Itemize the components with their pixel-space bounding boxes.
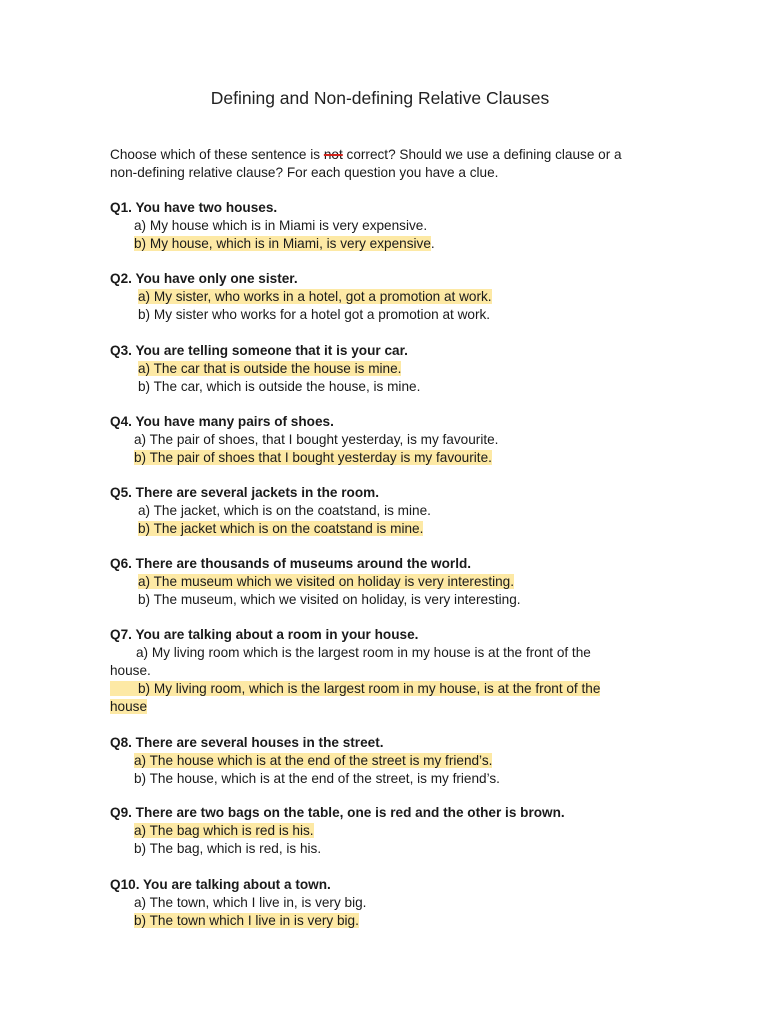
highlighted-answer: house (110, 699, 148, 714)
question-heading: Q3. You are telling someone that it is your car. (110, 343, 408, 358)
question-heading: Q9. There are two bags on the table, one is red and the other is brown. (110, 805, 565, 820)
question-7 (110, 626, 650, 716)
option-a (110, 288, 650, 306)
question-heading: Q6. There are thousands of museums around the world. (110, 556, 472, 571)
highlighted-answer: b) The jacket which is on the coatstand is mine. (138, 521, 424, 536)
option-b (110, 520, 650, 538)
highlighted-answer: b) My living room, which is the largest room in my house, is at the front of the (110, 681, 600, 696)
option-b (110, 680, 650, 698)
question-heading: Q10. You are talking about a town. (110, 877, 331, 892)
highlighted-answer: b) The pair of shoes that I bought yesterday is my favourite. (134, 450, 492, 465)
instructions (110, 146, 650, 182)
highlighted-answer: a) My sister, who works in a hotel, got a promotion at work. (138, 289, 492, 304)
question-8 (110, 734, 650, 788)
option-a: a) The pair of shoes, that I bought yesterday, is my favourite. (134, 432, 499, 447)
option-a: a) The jacket, which is on the coatstand, is mine. (138, 503, 431, 518)
question-heading: Q8. There are several houses in the street. (110, 735, 384, 750)
question-1 (110, 199, 650, 253)
highlighted-answer: a) The bag which is red is his. (134, 823, 314, 838)
option-b: b) The car, which is outside the house, is mine. (138, 379, 421, 394)
question-heading: Q2. You have only one sister. (110, 271, 298, 286)
question-10 (110, 876, 650, 930)
intro-text-end: correct? Should we use a defining clause or a (342, 147, 622, 162)
question-5 (110, 484, 650, 538)
highlighted-answer: a) The museum which we visited on holiday is very interesting. (138, 574, 515, 589)
option-b: b) The house, which is at the end of the street, is my friend’s. (134, 771, 500, 786)
option-b: b) My sister who works for a hotel got a promotion at work. (138, 307, 491, 322)
question-6 (110, 555, 650, 609)
question-heading: Q5. There are several jackets in the room. (110, 485, 379, 500)
option-a (110, 822, 650, 840)
highlighted-answer: b) The town which I live in is very big. (134, 913, 359, 928)
intro-line-2: non-defining relative clause? For each question you have a clue. (110, 165, 499, 180)
question-4 (110, 413, 650, 467)
question-2 (110, 270, 650, 324)
page-title: Defining and Non-defining Relative Clauses (210, 88, 550, 108)
option-a (110, 360, 650, 378)
option-a: a) My living room which is the largest room in my house is at the front of the (136, 645, 591, 660)
question-heading: Q7. You are talking about a room in your house. (110, 627, 419, 642)
option-b (110, 912, 650, 930)
option-b: b) My house, which is in Miami, is very expensive. (134, 236, 435, 251)
option-b (110, 449, 650, 467)
struck-word: not (323, 147, 343, 162)
question-heading: Q1. You have two houses. (110, 200, 278, 215)
question-3 (110, 342, 650, 396)
option-b: b) The bag, which is red, is his. (134, 841, 322, 856)
option-b-continued (110, 698, 650, 716)
option-a (110, 573, 650, 591)
question-heading: Q4. You have many pairs of shoes. (110, 414, 334, 429)
option-a: a) The town, which I live in, is very big. (134, 895, 367, 910)
option-a (110, 752, 650, 770)
highlighted-answer: b) My house, which is in Miami, is very expensive (134, 236, 431, 251)
question-9 (110, 804, 650, 858)
option-a: a) My house which is in Miami is very expensive. (134, 218, 428, 233)
highlighted-answer: a) The car that is outside the house is mine. (138, 361, 402, 376)
option-b: b) The museum, which we visited on holiday, is very interesting. (138, 592, 521, 607)
highlighted-answer: a) The house which is at the end of the street is my friend’s. (134, 753, 493, 768)
intro-text-start: Choose which of these sentence is (110, 147, 324, 162)
option-a-continued: house. (110, 663, 151, 678)
